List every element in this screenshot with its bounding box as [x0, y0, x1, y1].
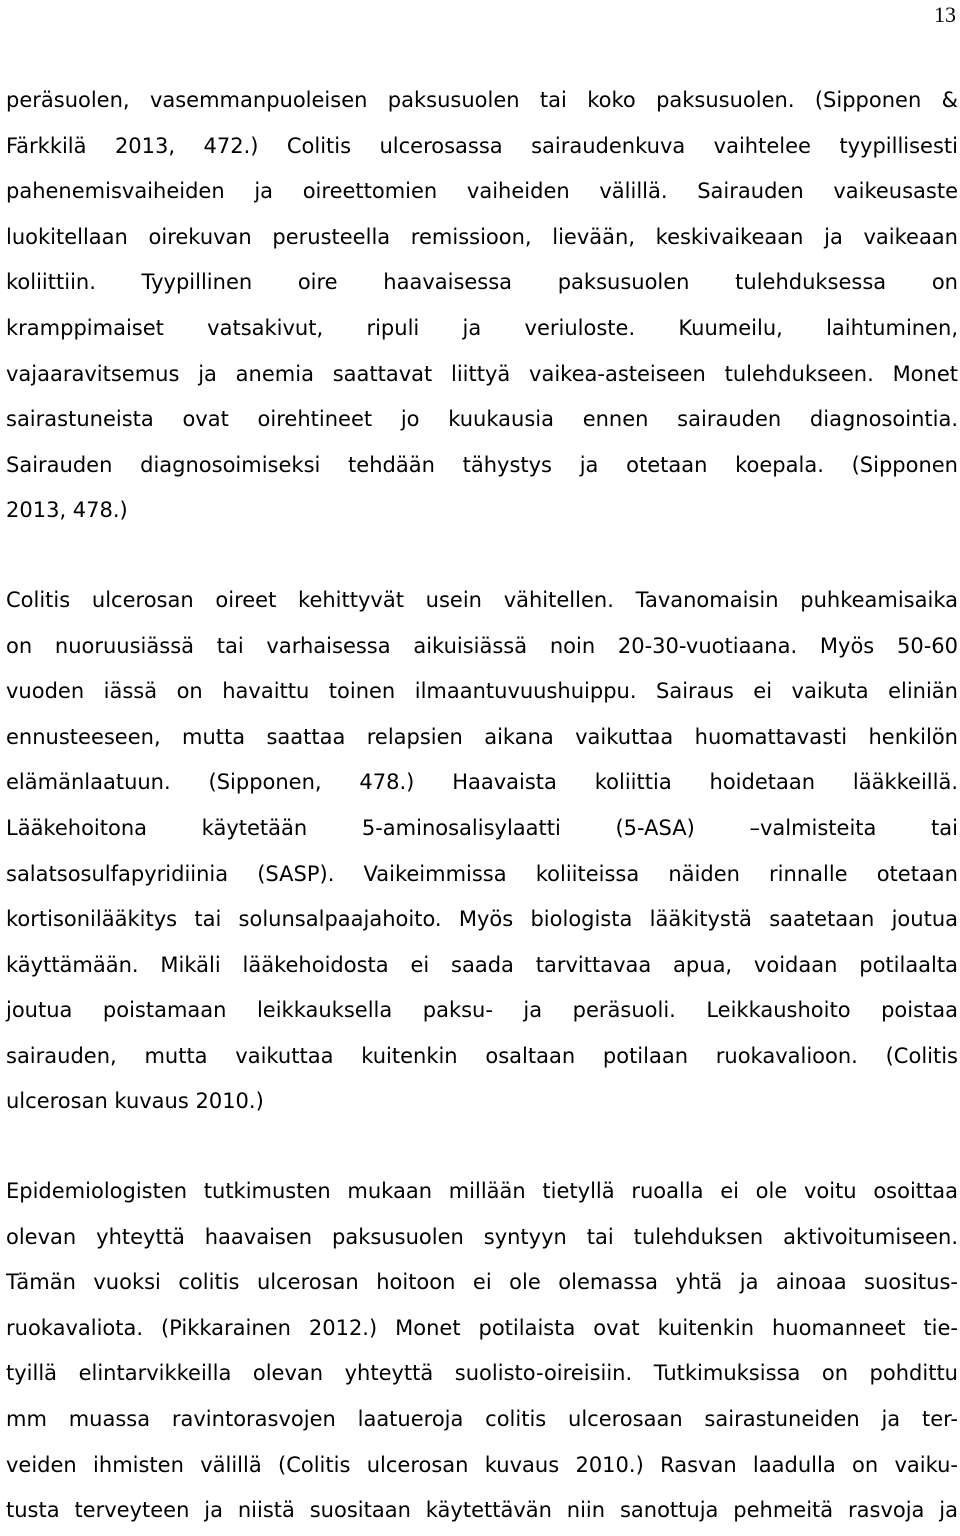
paragraph-gap [6, 534, 958, 578]
paragraph-2 [6, 578, 958, 1125]
text-line: kortisonilääkitys tai solunsalpaajahoito. Myös biologista lääkitystä saatetaan joutua [6, 907, 958, 932]
text-line: peräsuolen, vasemmanpuoleisen paksusuolen tai koko paksusuolen. (Sipponen & [6, 88, 958, 112]
text-line: sairauden, mutta vaikuttaa kuitenkin osaltaan potilaan ruokavalioon. (Colitis [6, 1043, 958, 1068]
text-line: veiden ihmisten välillä (Colitis ulcerosan kuvaus 2010.) Rasvan laadulla on vaiku- [6, 1452, 958, 1477]
paragraph-1 [6, 78, 958, 534]
text-line: vajaaravitsemus ja anemia saattavat liittyä vaikea-asteiseen tulehdukseen. Monet [6, 361, 958, 386]
text-line: ruokavaliota. (Pikkarainen 2012.) Monet potilaista ovat kuitenkin huomanneet tie- [6, 1315, 958, 1340]
text-line: koliittiin. Tyypillinen oire haavaisessa paksusuolen tulehduksessa on [6, 270, 958, 295]
text-line: ennusteeseen, mutta saattaa relapsien aikana vaikuttaa huomattavasti henkilön [6, 724, 958, 749]
text-line: Sairauden diagnosoimiseksi tehdään tähystys ja otetaan koepala. (Sipponen [6, 452, 958, 477]
text-line: 2013, 478.) [6, 498, 128, 523]
text-line: Epidemiologisten tutkimusten mukaan millään tietyllä ruoalla ei ole voitu osoittaa [6, 1179, 958, 1204]
text-line: ulcerosan kuvaus 2010.) [6, 1089, 264, 1114]
text-line: käyttämään. Mikäli lääkehoidosta ei saada tarvittavaa apua, voidaan potilaalta [6, 952, 958, 977]
text-line: tusta terveyteen ja niistä suositaan käytettävän niin sanottuja pehmeitä rasvoja ja [6, 1498, 958, 1523]
text-line: Lääkehoitona käytetään 5-aminosalisylaatti (5-ASA) –valmisteita tai [6, 815, 958, 840]
text-line: pahenemisvaiheiden ja oireettomien vaiheiden välillä. Sairauden vaikeusaste [6, 179, 958, 204]
text-line: vuoden iässä on havaittu toinen ilmaantuvuushuippu. Sairaus ei vaikuta eliniän [6, 679, 958, 704]
text-line: mm muassa ravintorasvojen laatueroja colitis ulcerosaan sairastuneiden ja ter- [6, 1407, 958, 1432]
paragraph-3 [6, 1169, 958, 1534]
page-number: 13 [934, 2, 956, 27]
text-line: Colitis ulcerosan oireet kehittyvät usein vähitellen. Tavanomaisin puhkeamisaika [6, 587, 958, 612]
text-line: on nuoruusiässä tai varhaisessa aikuisiässä noin 20-30-vuotiaana. Myös 50-60 [6, 633, 958, 658]
text-line: salatsosulfapyridiinia (SASP). Vaikeimmissa koliiteissa näiden rinnalle otetaan [6, 861, 958, 886]
text-line: joutua poistamaan leikkauksella paksu- ja peräsuoli. Leikkaushoito poistaa [6, 998, 958, 1023]
paragraph-gap [6, 1125, 958, 1169]
text-line: Tämän vuoksi colitis ulcerosan hoitoon ei ole olemassa yhtä ja ainoaa suositus- [6, 1270, 958, 1295]
text-line: kramppimaiset vatsakivut, ripuli ja veriuloste. Kuumeilu, laihtuminen, [6, 315, 958, 340]
text-line: elämänlaatuun. (Sipponen, 478.) Haavaista koliittia hoidetaan lääkkeillä. [6, 770, 958, 795]
text-line: luokitellaan oirekuvan perusteella remissioon, lievään, keskivaikeaan ja vaikeaan [6, 224, 958, 249]
text-line: olevan yhteyttä haavaisen paksusuolen syntyyn tai tulehduksen aktivoitumiseen. [6, 1224, 958, 1249]
document-body [6, 78, 958, 1534]
text-line: tyillä elintarvikkeilla olevan yhteyttä suolisto-oireisiin. Tutkimuksissa on pohdittu [6, 1361, 958, 1386]
text-line: sairastuneista ovat oirehtineet jo kuukausia ennen sairauden diagnosointia. [6, 407, 958, 432]
text-line: Färkkilä 2013, 472.) Colitis ulcerosassa sairaudenkuva vaihtelee tyypillisesti [6, 133, 958, 158]
